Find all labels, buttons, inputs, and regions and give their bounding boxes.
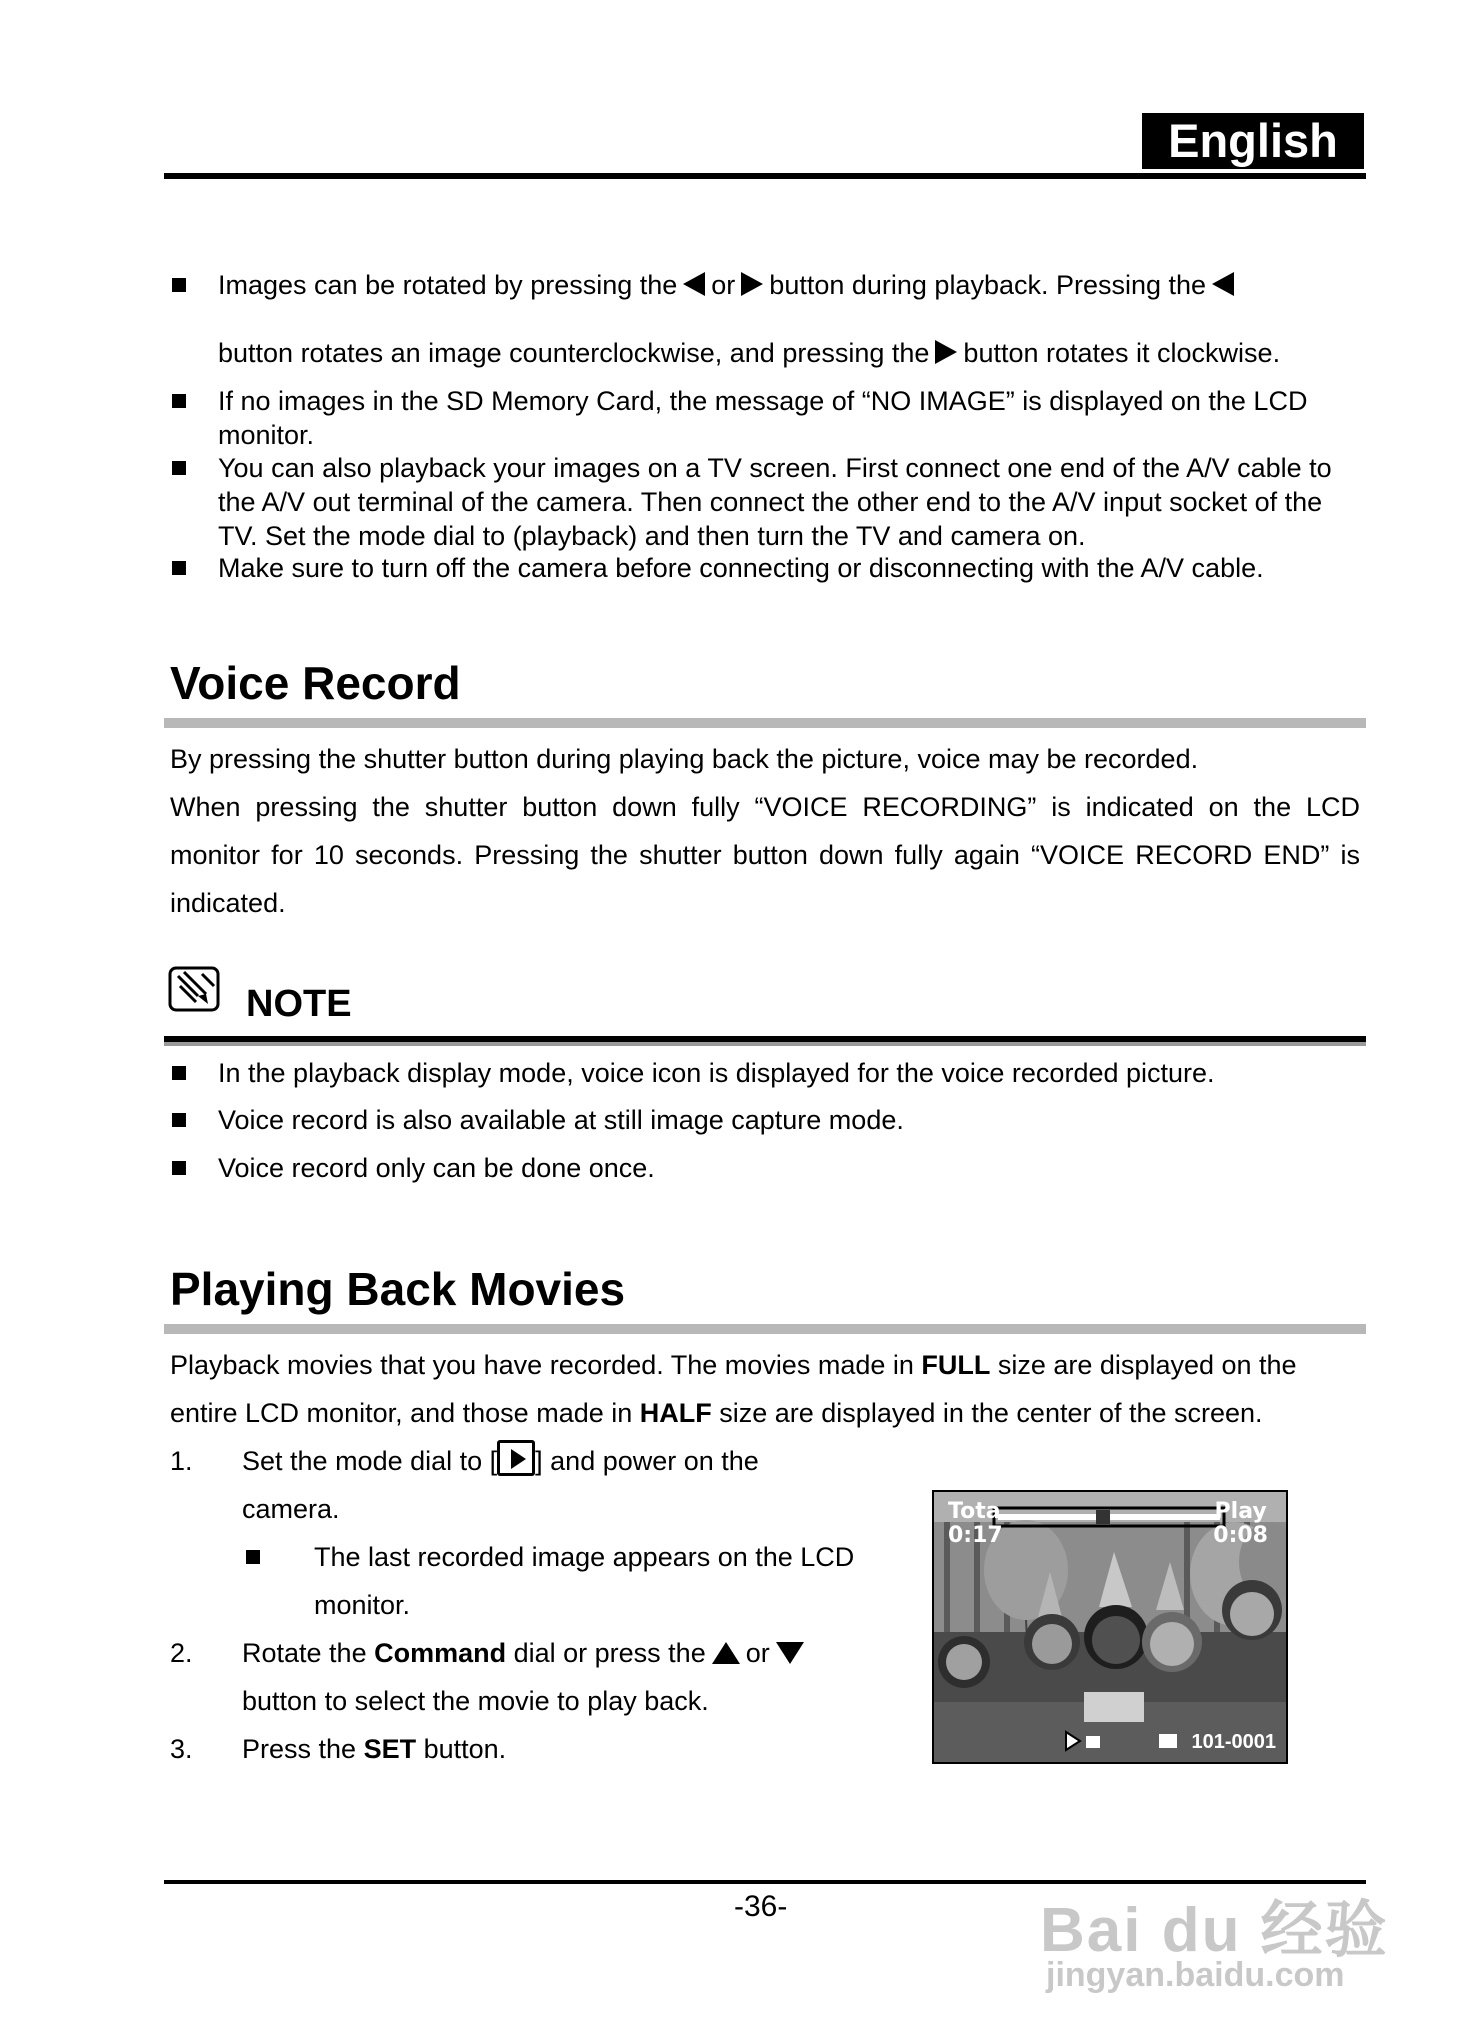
section-title-voice-record: Voice Record [170,657,461,709]
note-icon [168,964,224,1014]
header-rule [164,173,1366,179]
bullet-marker [172,461,186,475]
bullet-marker [246,1550,260,1564]
bullet-marker [172,394,186,408]
watermark-url: jingyan.baidu.com [1046,1956,1345,1994]
step-2: Rotate the Command dial or press the or [242,1629,882,1677]
right-arrow-icon [741,272,763,296]
step-number: 2. [170,1638,193,1668]
language-badge: English [1142,113,1364,169]
intro-bullet-3: You can also playback your images on a TV screen. First connect one end of the A/V cable to the A/V out terminal of the camera. Then connect the other end to the A/V input socket of the TV. Set the mode dial to (playback) and then turn the TV and camera on. [218,453,1332,551]
step-3: Press the SET button. [242,1734,507,1764]
note-rule [164,1036,1366,1046]
section-rule [164,1324,1366,1334]
right-arrow-icon [935,340,957,364]
step-number: 1. [170,1446,193,1476]
left-arrow-icon [1212,272,1234,296]
note-title: NOTE [246,983,352,1025]
intro-bullet-2: If no images in the SD Memory Card, the message of “NO IMAGE” is displayed on the LCD monitor. [218,386,1308,450]
intro-bullet-4: Make sure to turn off the camera before connecting or disconnecting with the A/V cable. [218,553,1264,583]
bullet-marker [172,1066,186,1080]
note-item: Voice record is also available at still image capture mode. [218,1105,904,1135]
note-item: In the playback display mode, voice icon is displayed for the voice recorded picture. [218,1058,1215,1088]
intro-bullet-1-cont: button rotates an image counterclockwise, and pressing the button rotates it clockwise. [218,338,1281,368]
note-item: Voice record only can be done once. [218,1153,655,1183]
bullet-marker [172,1113,186,1127]
step-1-cont: camera. [242,1494,340,1524]
file-number: 101-0001 [1191,1731,1276,1753]
section-rule [164,718,1366,728]
step-2-cont: button to select the movie to play back. [242,1686,709,1716]
playback-mode-icon [497,1440,535,1476]
intro-bullet-1: Images can be rotated by pressing the or button during playback. Pressing the [218,268,1358,302]
step-1-sub: The last recorded image appears on the LCD monitor. [314,1542,855,1620]
voice-record-para-2: When pressing the shutter button down fully “VOICE RECORDING” is indicated on the LCD monitor for 10 seconds. Pressing the shutter button down fully again “VOICE RECORD END” is indicated. [170,792,1360,918]
section-title-playing-back-movies: Playing Back Movies [170,1263,626,1315]
watermark-logo: Bai du 经验 [1040,1896,1389,1965]
down-arrow-icon [776,1642,804,1664]
bullet-marker [172,561,186,575]
lcd-screen-photo [932,1490,1288,1764]
movies-intro: Playback movies that you have recorded. The movies made in FULL size are displayed on the entire LCD monitor, and those made in HALF size are displayed in the center of the screen. [170,1350,1297,1428]
page-number: -36- [734,1890,788,1923]
left-arrow-icon [683,272,705,296]
voice-record-para-1: By pressing the shutter button during playing back the picture, voice may be recorded. [170,744,1199,774]
total-time-label: Tota 0:17 [948,1499,1003,1548]
play-time-label: Play 0:08 [1213,1499,1268,1548]
bullet-marker [172,1161,186,1175]
up-arrow-icon [712,1642,740,1664]
step-1: Set the mode dial to [ ] and power on the [242,1437,882,1485]
step-number: 3. [170,1734,193,1764]
bullet-marker [172,278,186,292]
